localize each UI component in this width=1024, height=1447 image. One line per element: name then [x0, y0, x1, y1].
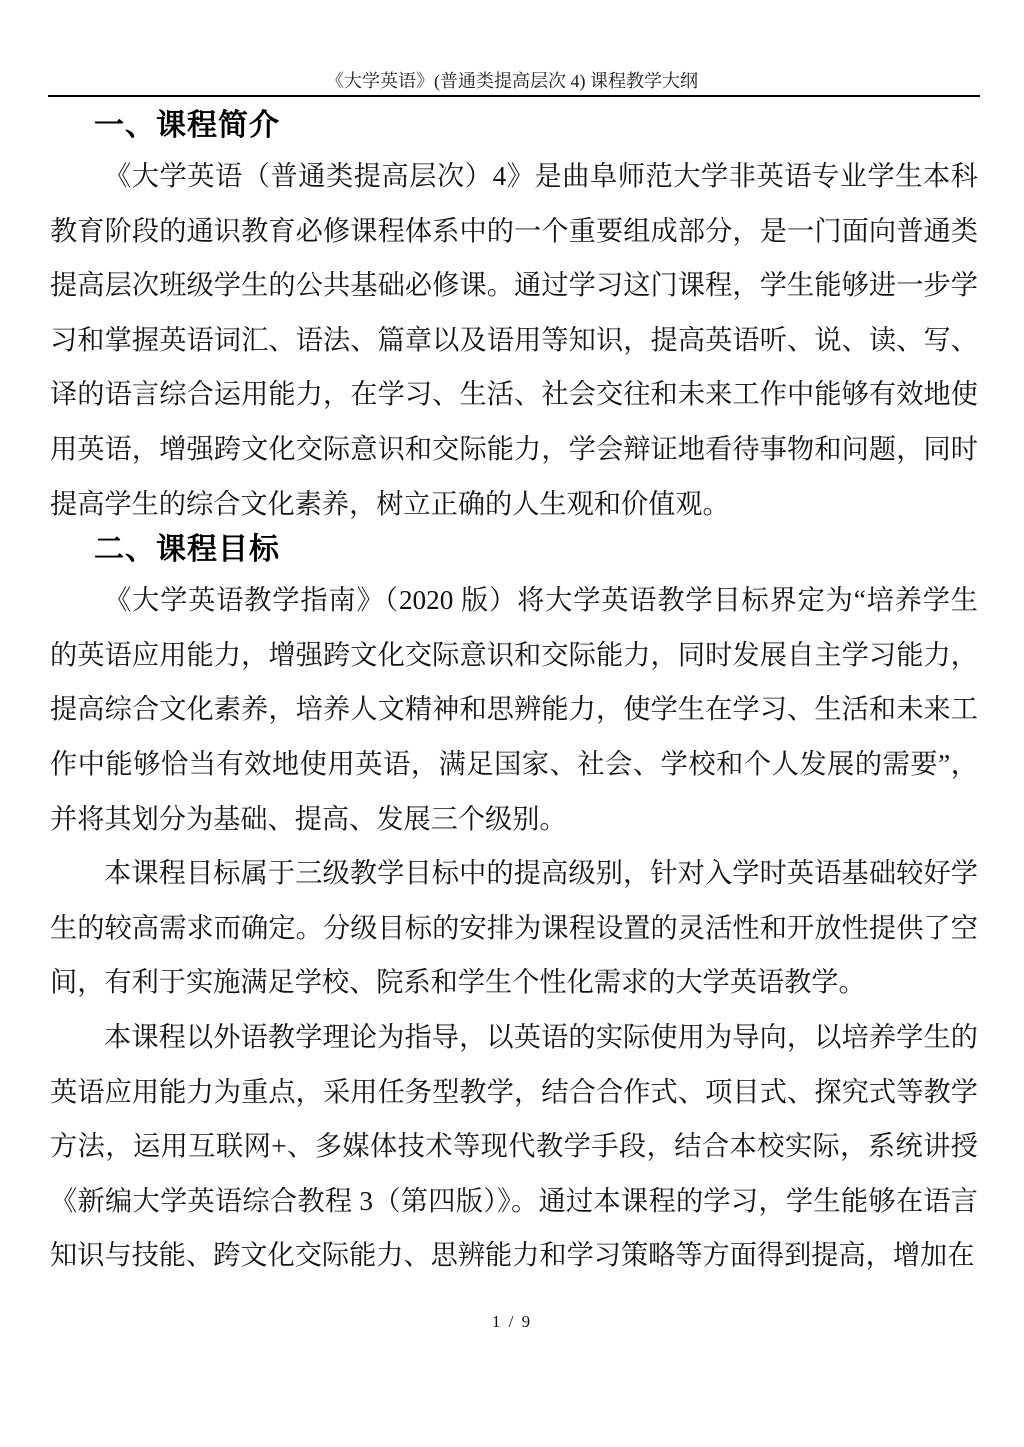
header-title: 《大学英语》(普通类提高层次 4) 课程教学大纲 — [326, 71, 698, 91]
page-header — [0, 0, 1024, 97]
page-number: 1 / 9 — [491, 1312, 533, 1331]
section-heading-course-intro: 一、课程简介 — [94, 109, 280, 142]
paragraph-objectives-1: 《大学英语教学指南》（2020 版）将大学英语教学目标界定为“培养学生的英语应用能力，增强跨文化交际意识和交际能力，同时发展自主学习能力，提高综合文化素养，培养人文精神和思辨能力，使学生在学习、生活和未来工作中能够恰当有效地使用英语，满足国家、社会、学校和个人发展的需要”，并将其划分为基础、提高、发展三个级别。 — [50, 585, 978, 834]
paragraph-objectives-2: 本课程目标属于三级教学目标中的提高级别，针对入学时英语基础较好学生的较高需求而确定。分级目标的安排为课程设置的灵活性和开放性提供了空间，有利于实施满足学校、院系和学生个性化需求的大学英语教学。 — [50, 858, 978, 998]
page-footer — [0, 1312, 1024, 1332]
section-heading-course-objectives: 二、课程目标 — [94, 533, 280, 567]
paragraph-course-intro: 《大学英语（普通类提高层次）4》是曲阜师范大学非英语专业学生本科教育阶段的通识教育必修课程体系中的一个重要组成部分，是一门面向普通类提高层次班级学生的公共基础必修课。通过学习这门课程，学生能够进一步学习和掌握英语词汇、语法、篇章以及语用等知识，提高英语听、说、读、写、译的语言综合运用能力，在学习、生活、社会交往和未来工作中能够有效地使用英语，增强跨文化交际意识和交际能力，学会辩证地看待事物和问题，同时提高学生的综合文化素养，树立正确的人生观和价值观。 — [50, 161, 978, 519]
header-rule — [48, 95, 980, 97]
document-body — [50, 103, 978, 1283]
paragraph-objectives-3: 本课程以外语教学理论为指导，以英语的实际使用为导向，以培养学生的英语应用能力为重点，采用任务型教学，结合合作式、项目式、探究式等教学方法，运用互联网+、多媒体技术等现代教学手段，结合本校实际，系统讲授《新编大学英语综合教程 3（第四版）》。通过本课程的学习，学生能够在语言知识与技能、跨文化交际能力、思辨能力和学习策略等方面得到提高，增加在 — [50, 1021, 978, 1271]
